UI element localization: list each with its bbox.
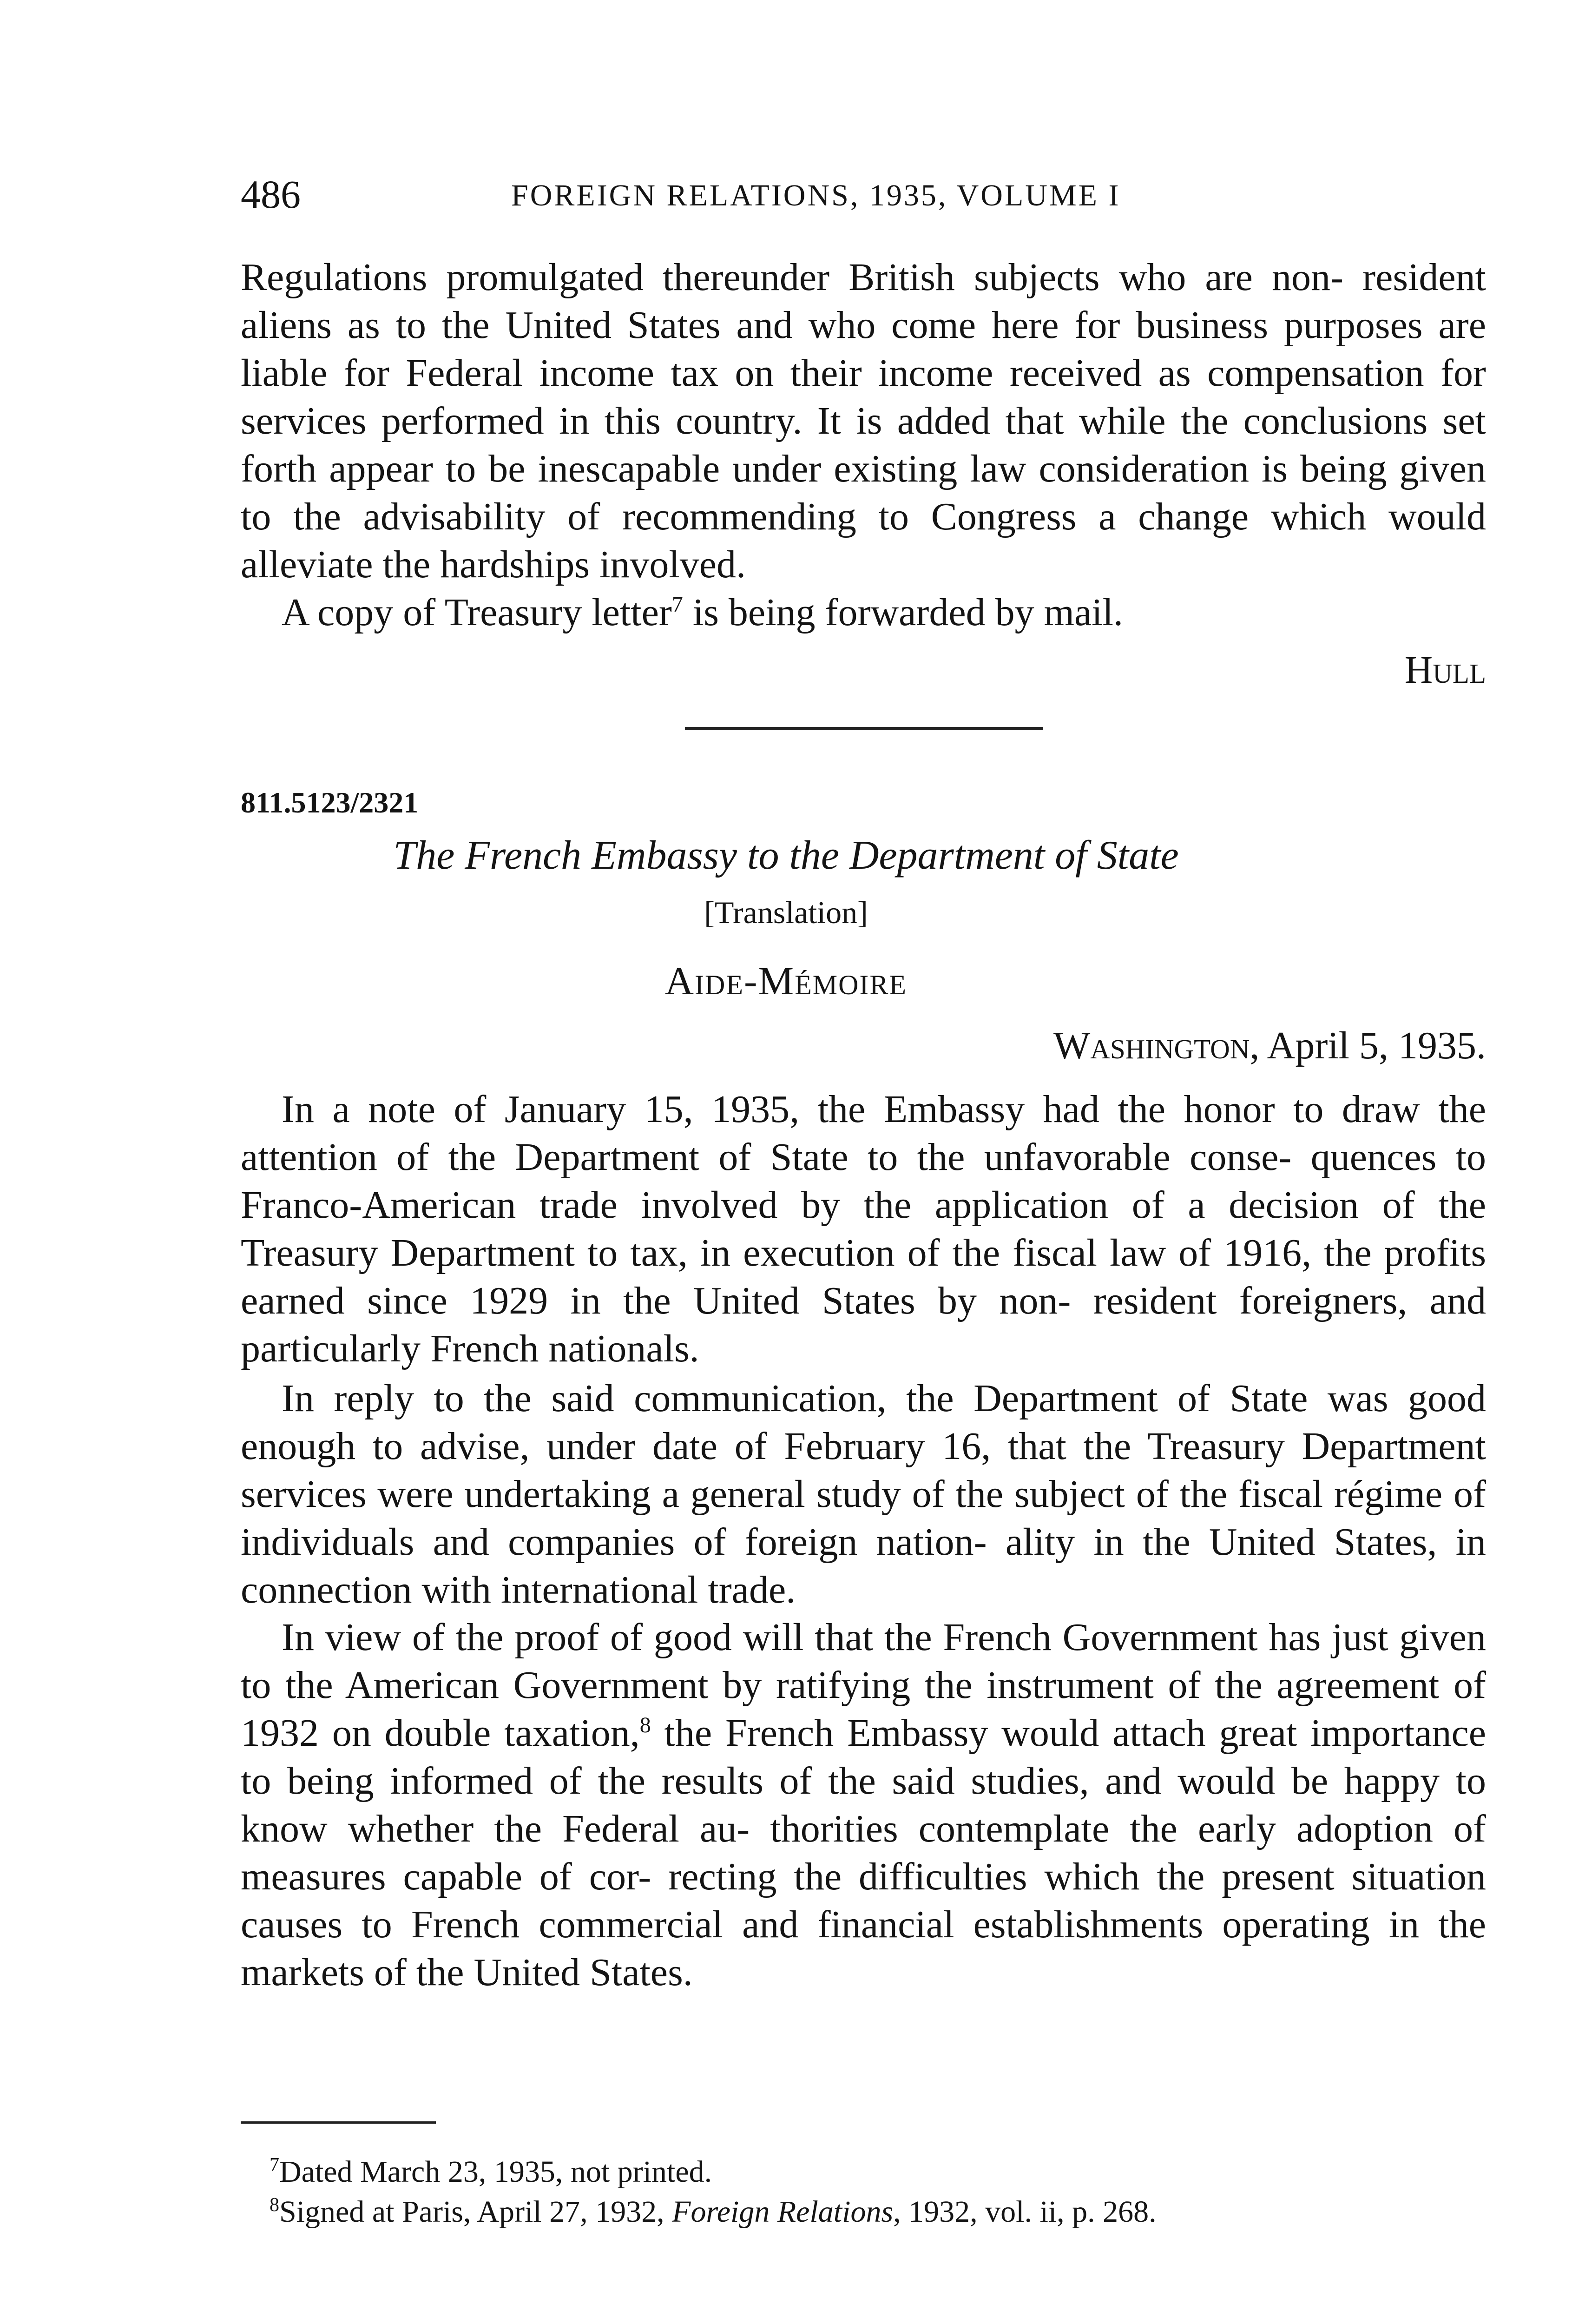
- date-text: , April 5, 1935.: [1250, 1024, 1486, 1067]
- footnote-text: Dated March 23, 1935, not printed.: [279, 2155, 712, 2189]
- footnote-text: Signed at Paris, April 27, 1932,: [279, 2195, 672, 2229]
- document-title: The French Embassy to the Department of State: [393, 833, 1179, 878]
- text-line: decision of the Treasury Department to tax, in execution of the fiscal: [241, 1183, 1486, 1274]
- file-number: 811.5123/2321: [241, 786, 419, 819]
- text-line: resident aliens as to the United States and who come here for business: [241, 256, 1486, 347]
- text-line: quences to Franco-American trade involved by the application of a: [241, 1136, 1486, 1227]
- footnote-7: [270, 2152, 1157, 2192]
- text-line: Regulations promulgated thereunder British subjects who are non-: [241, 256, 1344, 299]
- text-line: law consideration is being given to the advisability of recommending: [241, 447, 1486, 538]
- section-divider: [685, 727, 1043, 730]
- text-line: ality in the United States, in connection with international trade.: [241, 1520, 1486, 1611]
- text-line: compensation for services performed in this country. It is added that: [241, 351, 1486, 442]
- text-line: of the agreement of 1932 on double taxation,: [241, 1664, 1486, 1755]
- footnote-marker: 8: [270, 2194, 279, 2216]
- footnote-8: [270, 2192, 1157, 2232]
- text-line: while the conclusions set forth appear to be inescapable under existing: [241, 399, 1486, 490]
- continuation-paragraph: [241, 253, 1486, 636]
- date-place: Washington: [1053, 1024, 1250, 1067]
- text-line: to Congress a change which would alleviate the hardships involved.: [241, 495, 1486, 586]
- body-paragraph-2: [241, 1374, 1486, 1614]
- text-line: of the fiscal régime of individuals and companies of foreign nation-: [241, 1472, 1486, 1564]
- text-line: resident foreigners, and particularly French nationals.: [241, 1279, 1486, 1370]
- footnotes: [270, 2152, 1157, 2232]
- text-line: the French Embassy: [651, 1711, 988, 1755]
- text-line: A copy of Treasury letter: [282, 591, 672, 634]
- text-line: In a note of January 15, 1935, the Embassy had the honor to draw: [282, 1088, 1420, 1131]
- footnote-marker: 7: [270, 2154, 279, 2176]
- page-number: 486: [241, 172, 301, 217]
- footnote-text: , 1932, vol. ii, p. 268.: [893, 2195, 1157, 2229]
- footnote-reference[interactable]: 8: [639, 1713, 651, 1737]
- text-line: law of 1916, the profits earned since 1929 in the United States by non-: [241, 1231, 1486, 1322]
- running-header: [241, 171, 1486, 218]
- text-line: recting the difficulties which the present situation causes to French: [241, 1855, 1486, 1946]
- running-title: FOREIGN RELATIONS, 1935, VOLUME I: [511, 178, 1121, 212]
- document-type: Aide-Mémoire: [664, 958, 908, 1003]
- footnote-reference[interactable]: 7: [671, 592, 683, 617]
- text-line: In view of the proof of good will that the French Government has: [282, 1616, 1321, 1659]
- text-line: purposes are liable for Federal income tax on their income received as: [241, 304, 1486, 395]
- text-line: In reply to the said communication, the Department of State was: [282, 1377, 1388, 1420]
- text-line: would attach great importance to being informed of the results of the: [241, 1711, 1486, 1802]
- text-line: thorities contemplate the early adoption of measures capable of cor-: [241, 1807, 1486, 1898]
- body-paragraph-3: [241, 1613, 1486, 1996]
- text-line: just given to the American Government by ratifying the instrument: [241, 1616, 1486, 1707]
- footnote-italic-title: Foreign Relations: [672, 2195, 894, 2229]
- text-line: said studies, and would be happy to know whether the Federal au-: [241, 1759, 1486, 1850]
- footnote-divider: [241, 2121, 436, 2124]
- text-line: good enough to advise, under date of February 16, that the Treasury: [241, 1377, 1486, 1468]
- document-subtitle: [Translation]: [704, 895, 868, 930]
- signature: Hull: [1404, 648, 1486, 692]
- body-paragraph-1: [241, 1085, 1486, 1373]
- text-line: the attention of the Department of State to the unfavorable conse-: [241, 1088, 1486, 1179]
- text-line: the United States.: [416, 1951, 693, 1994]
- text-line: is being forwarded by mail.: [683, 591, 1123, 634]
- date-line: [1053, 1023, 1486, 1069]
- text-line: Department services were undertaking a general study of the subject: [241, 1425, 1486, 1516]
- text-line: commercial and financial establishments operating in the markets of: [241, 1903, 1486, 1994]
